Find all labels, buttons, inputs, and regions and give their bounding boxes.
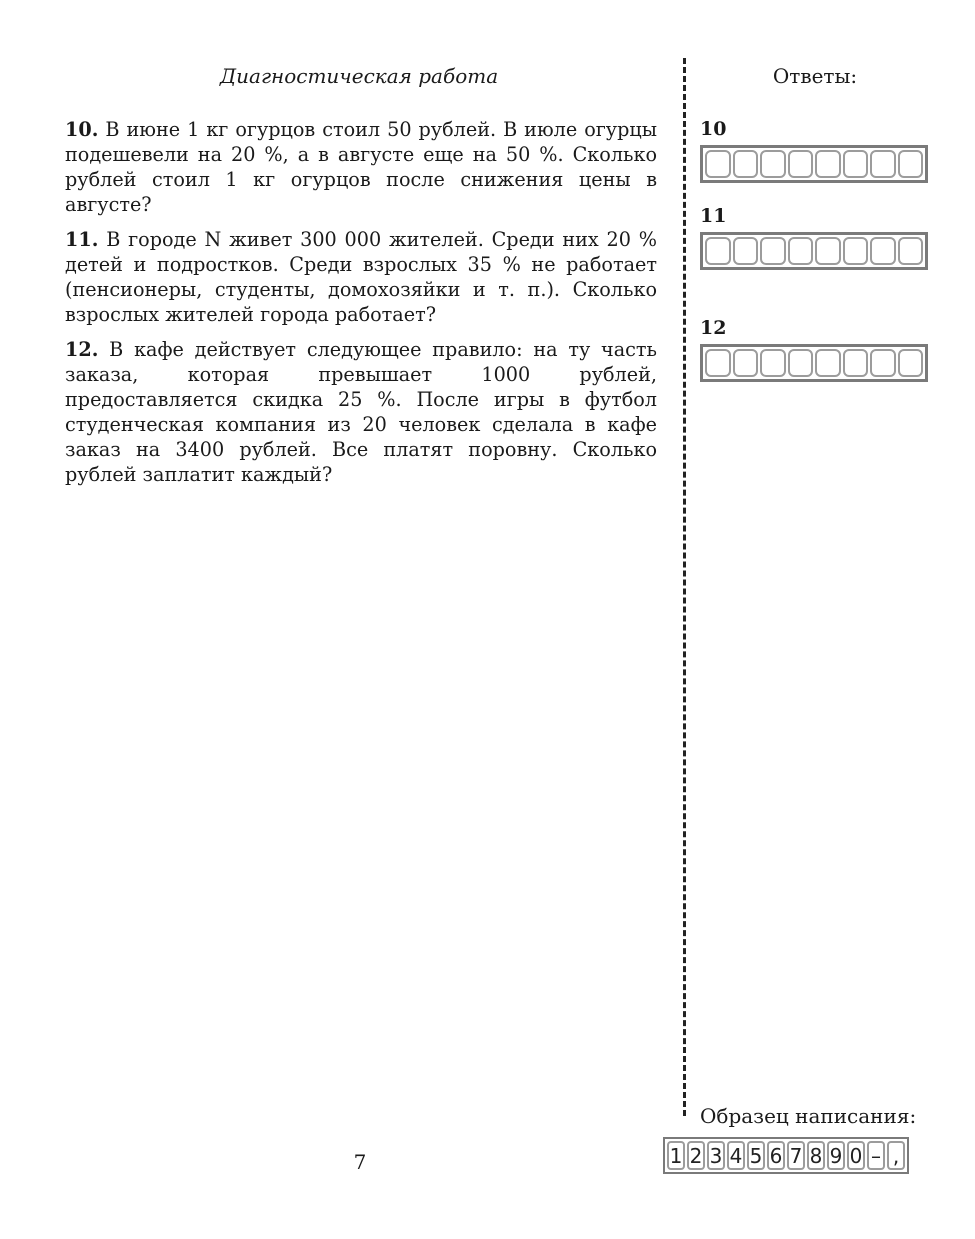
problem-10 [65, 117, 657, 217]
answer-label: 10 [700, 118, 727, 140]
problem-11 [65, 227, 657, 327]
problem-text: В кафе действует следующее правило: на ту часть заказа, которая превышает 1000 рублей, предоставляется скидка 25 %. После игры в футбол студенческая компания из 20 человек сделала в кафе заказ на 3400 рублей. Все платят поровну. Сколько рублей заплатит каждый? [65, 338, 657, 486]
sample-writing-row [663, 1137, 909, 1174]
sample-char: , [887, 1141, 905, 1170]
sample-char: 4 [727, 1141, 745, 1170]
answer-cell[interactable] [843, 349, 869, 377]
sample-char: 9 [827, 1141, 845, 1170]
answer-cell[interactable] [870, 237, 896, 265]
answer-cell[interactable] [788, 150, 814, 178]
answer-cell[interactable] [788, 349, 814, 377]
answer-cell[interactable] [733, 150, 759, 178]
answer-cell[interactable] [760, 237, 786, 265]
problem-number: 10. [65, 118, 99, 141]
sample-char: 8 [807, 1141, 825, 1170]
answer-cell[interactable] [898, 150, 924, 178]
page-number: 7 [353, 1150, 367, 1174]
sample-char: – [867, 1141, 885, 1170]
answer-boxes-12[interactable] [700, 344, 928, 382]
answer-cell[interactable] [815, 349, 841, 377]
answer-block-10 [700, 118, 928, 183]
answer-cell[interactable] [760, 349, 786, 377]
answer-block-12 [700, 317, 928, 382]
answer-cell[interactable] [843, 237, 869, 265]
problem-text: В июне 1 кг огурцов стоил 50 рублей. В июле огурцы подешевели на 20 %, а в августе еще на 50 %. Сколько рублей стоил 1 кг огурцов после снижения цены в августе? [65, 118, 657, 216]
sample-char: 3 [707, 1141, 725, 1170]
sample-char: 0 [847, 1141, 865, 1170]
problem-number: 11. [65, 228, 99, 251]
answer-cell[interactable] [705, 237, 731, 265]
answer-cell[interactable] [815, 150, 841, 178]
answer-cell[interactable] [705, 150, 731, 178]
answer-cell[interactable] [898, 349, 924, 377]
problem-number: 12. [65, 338, 99, 361]
sample-char: 5 [747, 1141, 765, 1170]
answer-boxes-10[interactable] [700, 145, 928, 183]
sample-char: 7 [787, 1141, 805, 1170]
sample-char: 6 [767, 1141, 785, 1170]
answer-cell[interactable] [705, 349, 731, 377]
answer-label: 11 [700, 205, 727, 227]
answer-cell[interactable] [760, 150, 786, 178]
answers-heading: Ответы: [772, 64, 858, 88]
answer-cell[interactable] [815, 237, 841, 265]
dashed-cut-line [683, 58, 686, 1116]
problem-text: В городе N живет 300 000 жителей. Среди них 20 % детей и подростков. Среди взрослых 35 % не работает (пенсионеры, студенты, домохозяйки и т. п.). Сколько взрослых жителей города работает? [65, 228, 657, 326]
answer-cell[interactable] [733, 237, 759, 265]
answer-cell[interactable] [898, 237, 924, 265]
answer-boxes-11[interactable] [700, 232, 928, 270]
answer-cell[interactable] [870, 349, 896, 377]
running-header: Диагностическая работа [219, 64, 499, 88]
answer-cell[interactable] [843, 150, 869, 178]
sample-label: Образец написания: [700, 1104, 917, 1128]
sample-char: 1 [667, 1141, 685, 1170]
answer-cell[interactable] [788, 237, 814, 265]
answer-label: 12 [700, 317, 727, 339]
problem-12 [65, 337, 657, 487]
problems-column [65, 117, 657, 497]
answer-cell[interactable] [870, 150, 896, 178]
answer-cell[interactable] [733, 349, 759, 377]
sample-char: 2 [687, 1141, 705, 1170]
answer-block-11 [700, 205, 928, 270]
